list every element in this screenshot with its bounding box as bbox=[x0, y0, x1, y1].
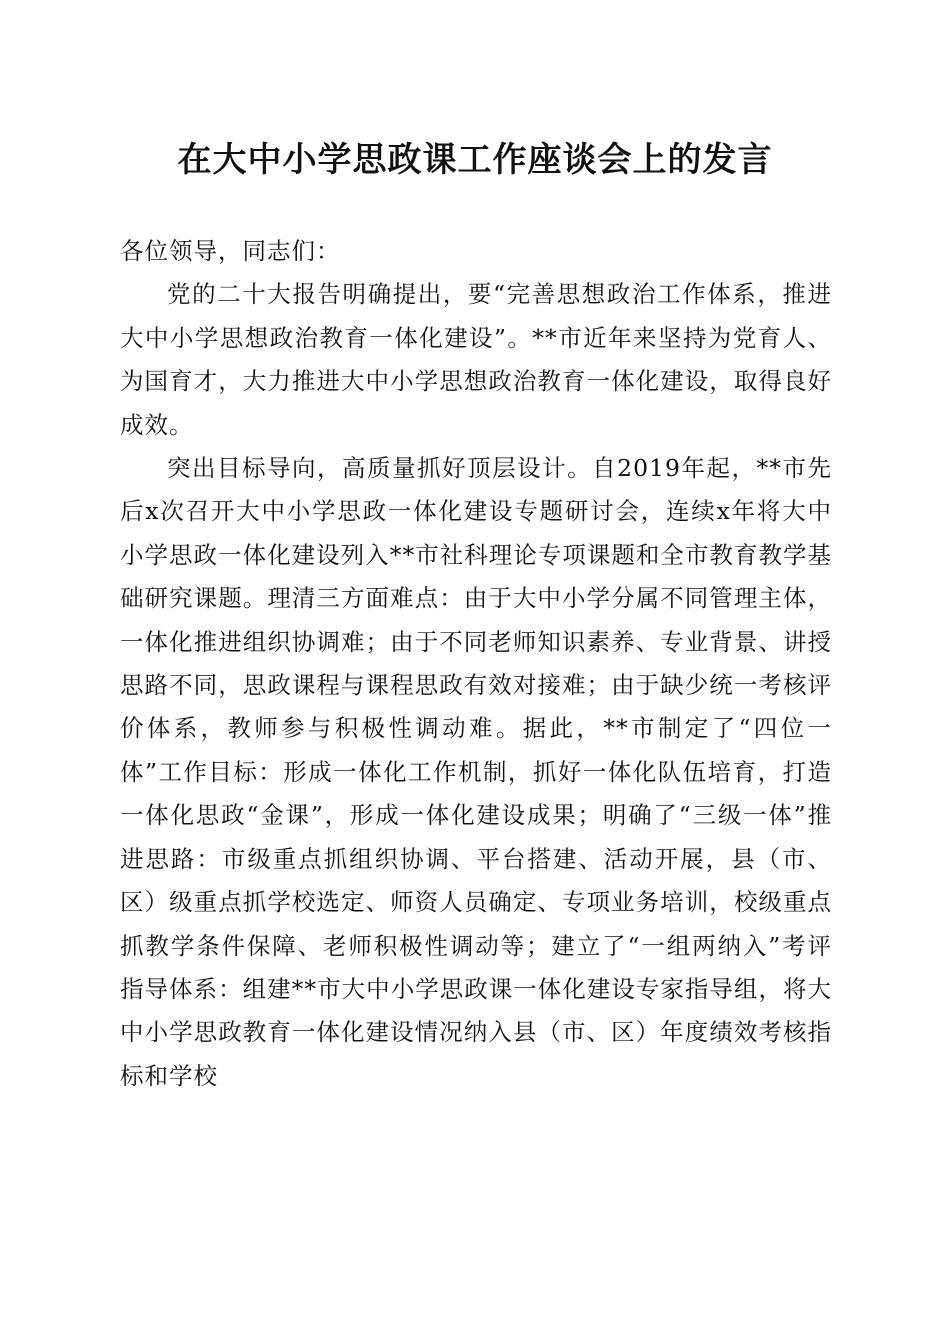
document-body bbox=[120, 230, 832, 1098]
salutation: 各位领导，同志们： bbox=[120, 237, 341, 265]
document-title: 在大中小学思政课工作座谈会上的发言 bbox=[177, 140, 773, 180]
paragraph-intro: 党的二十大报告明确提出，要“完善思想政治工作体系，推进大中小学思想政治教育一体化建设”。**市近年来坚持为党育人、为国育才，大力推进大中小学思想政治教育一体化建设，取得良好成效。 bbox=[120, 280, 832, 439]
paragraph-top-level-design: 突出目标导向，高质量抓好顶层设计。自2019年起，**市先后x次召开大中小学思政一体化建设专题研讨会，连续x年将大中小学思政一体化建设列入**市社科理论专项课题和全市教育教学基础研究课题。理清三方面难点：由于大中小学分属不同管理主体，一体化推进组织协调难；由于不同老师知识素养、专业背景、讲授思路不同，思政课程与课程思政有效对接难；由于缺少统一考核评价体系，教师参与积极性调动难。据此，**市制定了“四位一体”工作目标：形成一体化工作机制，抓好一体化队伍培育，打造一体化思政“金课”，形成一体化建设成果；明确了“三级一体”推进思路：市级重点抓组织协调、平台搭建、活动开展，县（市、区）级重点抓学校选定、师资人员确定、专项业务培训，校级重点抓教学条件保障、老师积极性调动等；建立了“一组两纳入”考评指导体系：组建**市大中小学思政课一体化建设专家指导组，将大中小学思政教育一体化建设情况纳入县（市、区）年度绩效考核指标和学校 bbox=[120, 454, 832, 1090]
